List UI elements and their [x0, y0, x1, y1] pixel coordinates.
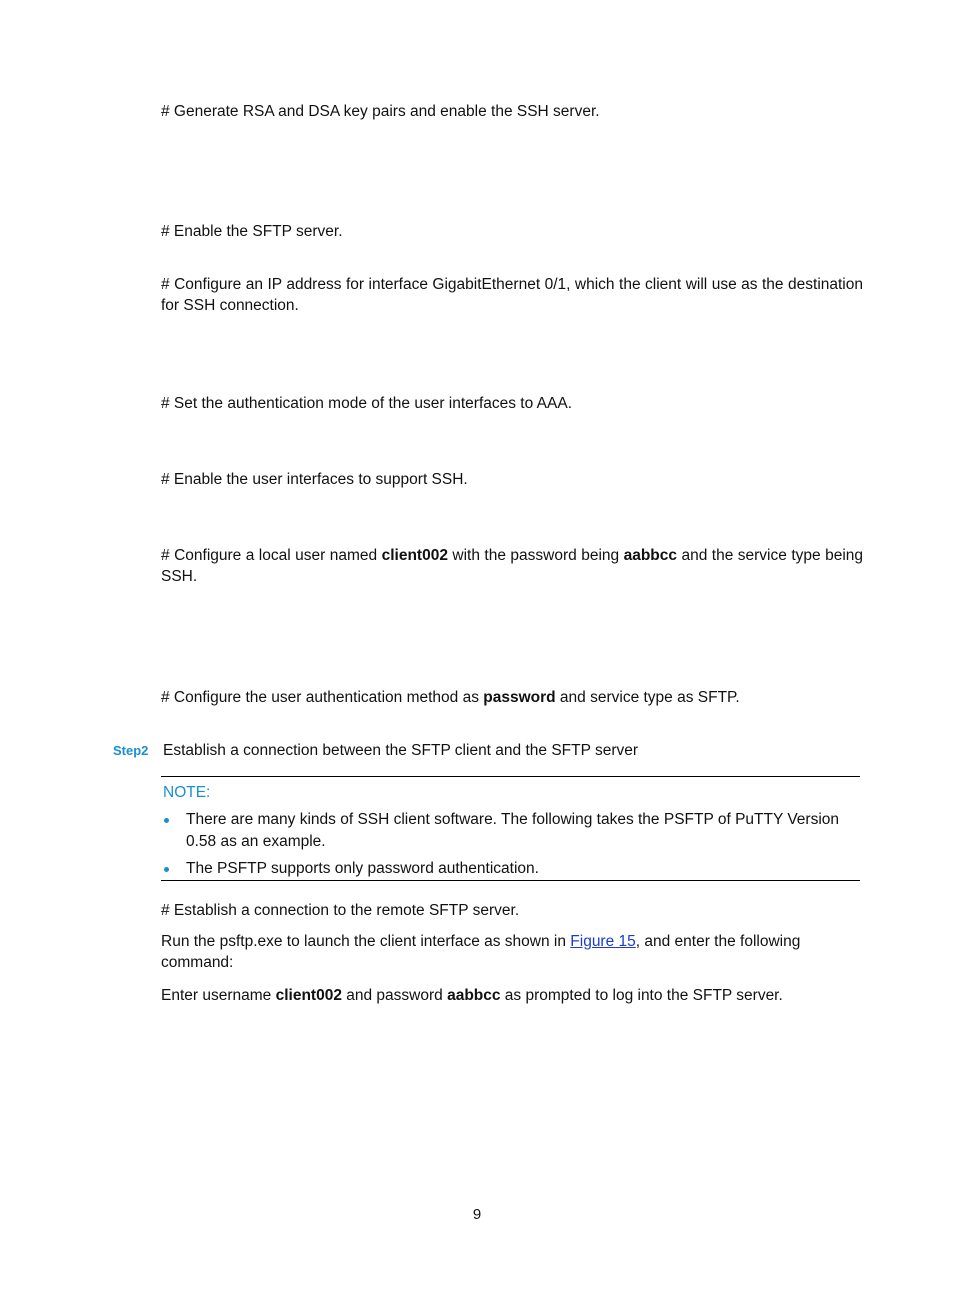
note-bottom-rule [161, 880, 860, 881]
username-bold: client002 [275, 987, 342, 1004]
text-segment: # Configure a local user named [161, 547, 382, 564]
instruction-enable-sftp: # Enable the SFTP server. [161, 223, 343, 240]
text-segment: and service type as SFTP. [555, 689, 740, 706]
note-item: There are many kinds of SSH client software. The following takes the PSFTP of PuTTY Version 0.58 as an example. [186, 811, 840, 850]
text-segment: and password [341, 987, 448, 1004]
instruction-configure-ip: # Configure an IP address for interface GigabitEthernet 0/1, which the client will use as the destination for SSH connection. [161, 276, 863, 314]
text-segment: # Configure the user authentication method as [161, 689, 484, 706]
keyword-bold: password [483, 689, 556, 706]
instruction-establish-connection: # Establish a connection to the remote SFTP server. [161, 902, 520, 919]
instruction-local-user [161, 545, 863, 587]
text-segment: with the password being [447, 547, 624, 564]
instruction-enable-ssh: # Enable the user interfaces to support SSH. [161, 471, 468, 488]
page-number: 9 [472, 1206, 482, 1223]
text-segment: as prompted to log into the SFTP server. [500, 987, 783, 1004]
step-label: Step2 [113, 743, 149, 758]
text-segment: Run the psftp.exe to launch the client interface as shown in [161, 933, 571, 950]
note-top-rule [161, 776, 860, 777]
password-bold: aabbcc [623, 547, 678, 564]
instruction-auth-mode: # Set the authentication mode of the user interfaces to AAA. [161, 395, 573, 412]
text-segment: , and enter the following command: [161, 933, 801, 971]
text-segment: Enter username [161, 987, 276, 1004]
note-item: The PSFTP supports only password authentication. [186, 860, 539, 877]
text-segment: and the service type being SSH. [161, 547, 864, 585]
username-bold: client002 [381, 547, 448, 564]
figure-link[interactable]: Figure 15 [570, 933, 636, 950]
instruction-generate-keys: # Generate RSA and DSA key pairs and enable the SSH server. [161, 103, 600, 120]
password-bold: aabbcc [447, 987, 501, 1004]
instruction-enter-credentials [161, 985, 863, 1006]
note-label: NOTE: [163, 784, 211, 801]
bullet-dot-icon [164, 818, 169, 823]
instruction-auth-method [161, 687, 863, 708]
instruction-run-psftp [161, 931, 863, 973]
step-text: Establish a connection between the SFTP client and the SFTP server [163, 742, 639, 759]
bullet-dot-icon [164, 867, 169, 872]
